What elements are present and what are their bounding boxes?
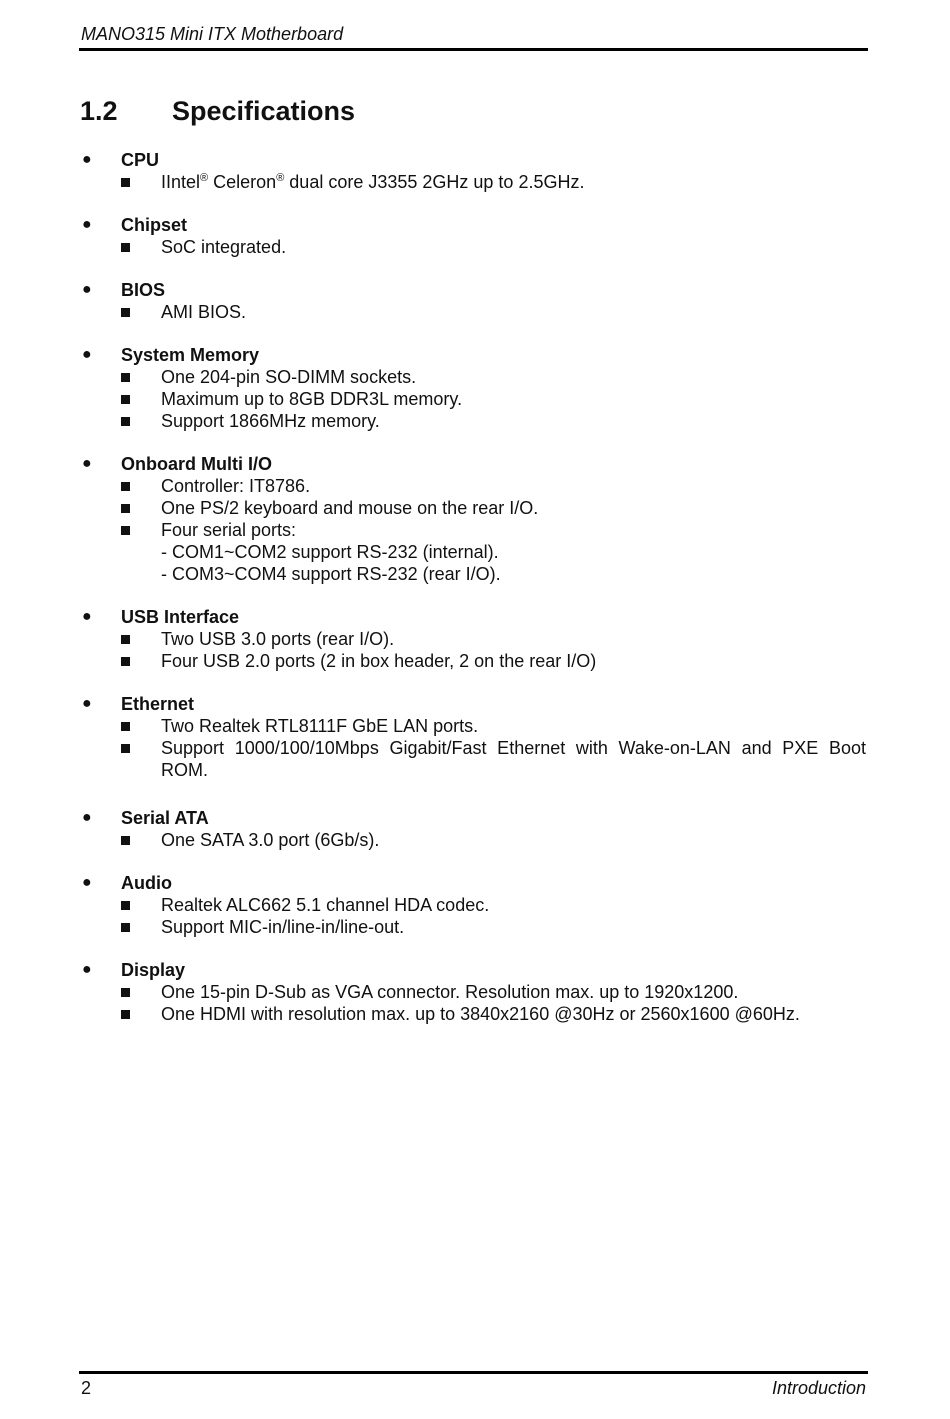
section-number: 1.2 [80,96,118,126]
item-text: dual core J3355 2GHz up to 2.5GHz. [284,172,585,192]
registered-mark: ® [276,172,285,184]
spec-subitem: - COM3~COM4 support RS-232 (rear I/O). [161,564,501,584]
group-title: Serial ATA [121,808,209,828]
spec-item [80,410,866,432]
square-bullet-icon [121,836,130,845]
group-title: Chipset [121,215,188,235]
spec-item [80,475,866,497]
spec-group-onboard-io [80,453,866,585]
square-bullet-icon [121,657,130,666]
item-text: Support 1000/100/10Mbps Gigabit/Fast Ethernet with Wake-on-LAN and PXE Boot ROM. [161,738,866,780]
spec-item [80,894,866,916]
spec-item [80,171,866,193]
spec-item [80,301,866,323]
square-bullet-icon [121,1010,130,1019]
spec-group-ethernet [80,693,866,781]
item-text: Two USB 3.0 ports (rear I/O). [161,629,395,649]
bullet-dot-icon: ● [82,809,92,826]
bullet-dot-icon: ● [82,608,92,625]
square-bullet-icon [121,178,130,187]
spec-item [80,1003,866,1025]
registered-mark: ® [200,172,209,184]
bullet-dot-icon: ● [82,151,92,168]
bullet-dot-icon: ● [82,455,92,472]
item-text: SoC integrated. [161,237,287,257]
item-text: Maximum up to 8GB DDR3L memory. [161,389,463,409]
spec-item [80,715,866,737]
running-header-title: MANO315 Mini ITX Motherboard [81,24,344,44]
square-bullet-icon [121,722,130,731]
spec-item [80,497,866,519]
bullet-dot-icon: ● [82,695,92,712]
square-bullet-icon [121,395,130,404]
group-title: System Memory [121,345,260,365]
spec-group-cpu [80,149,866,193]
item-text: Support 1866MHz memory. [161,411,380,431]
item-text: IIntel [161,172,201,192]
footer-rule [79,1371,868,1374]
group-title: Ethernet [121,694,195,714]
item-text: Two Realtek RTL8111F GbE LAN ports. [161,716,479,736]
item-text: Controller: IT8786. [161,476,311,496]
spec-group-display [80,959,866,1025]
item-text: Four USB 2.0 ports (2 in box header, 2 on the rear I/O) [161,651,597,671]
bullet-dot-icon: ● [82,874,92,891]
spec-item [80,519,866,541]
square-bullet-icon [121,901,130,910]
spec-item [80,916,866,938]
item-text: One 15-pin D-Sub as VGA connector. Resolution max. up to 1920x1200. [161,982,739,1002]
item-text: Celeron [208,172,277,192]
spec-item [80,628,866,650]
spec-item [80,981,866,1003]
spec-group-system-memory [80,344,866,432]
footer-section-name: Introduction [771,1378,866,1398]
spec-group-chipset [80,214,866,258]
square-bullet-icon [121,243,130,252]
item-text: Support MIC-in/line-in/line-out. [161,917,405,937]
item-text: Four serial ports: [161,520,297,540]
item-text: AMI BIOS. [161,302,247,322]
spec-list [80,149,866,1046]
group-title: Onboard Multi I/O [121,454,272,474]
square-bullet-icon [121,635,130,644]
group-title: Display [121,960,186,980]
square-bullet-icon [121,504,130,513]
item-text: One PS/2 keyboard and mouse on the rear I/O. [161,498,539,518]
spec-item [80,236,866,258]
spec-group-bios [80,279,866,323]
spec-item [80,388,866,410]
square-bullet-icon [121,923,130,932]
group-title: BIOS [121,280,166,300]
page-number: 2 [81,1378,92,1398]
item-text: Realtek ALC662 5.1 channel HDA codec. [161,895,490,915]
item-text: One HDMI with resolution max. up to 3840x2160 @30Hz or 2560x1600 @60Hz. [161,1004,800,1024]
bullet-dot-icon: ● [82,281,92,298]
square-bullet-icon [121,417,130,426]
square-bullet-icon [121,482,130,491]
spec-group-audio [80,872,866,938]
square-bullet-icon [121,373,130,382]
spec-item [80,650,866,672]
spec-group-usb [80,606,866,672]
square-bullet-icon [121,988,130,997]
bullet-dot-icon: ● [82,961,92,978]
spec-item [80,737,866,781]
square-bullet-icon [121,744,130,753]
spec-item [80,829,866,851]
spec-item [80,366,866,388]
group-title: USB Interface [121,607,240,627]
bullet-dot-icon: ● [82,216,92,233]
bullet-dot-icon: ● [82,346,92,363]
group-title: CPU [121,150,160,170]
square-bullet-icon [121,308,130,317]
item-text: One SATA 3.0 port (6Gb/s). [161,830,380,850]
group-title: Audio [121,873,172,893]
item-text: One 204-pin SO-DIMM sockets. [161,367,417,387]
square-bullet-icon [121,526,130,535]
section-heading [80,96,355,127]
spec-group-serial-ata [80,807,866,851]
header-rule [79,48,868,51]
section-title: Specifications [172,96,356,126]
spec-subitem: - COM1~COM2 support RS-232 (internal). [161,542,499,562]
